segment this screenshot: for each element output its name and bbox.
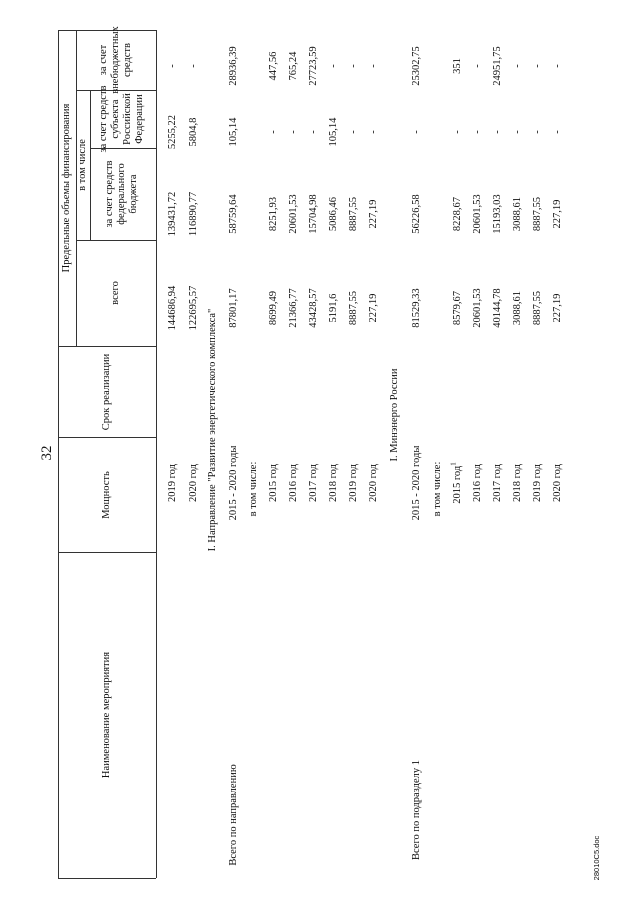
col-rule-capacity-period: [58, 437, 156, 438]
including-rule: [90, 90, 91, 240]
col-rule-total-federal: [76, 240, 156, 241]
header-bottom-rule: [156, 30, 157, 878]
col-rule-name-capacity: [58, 552, 156, 553]
rotated-document-page: 32 28010С5.doc Наименование мероприятия Мощность Срок реализации Предельные объемы финансирования всего в том числе за счет средств федерального бюджета за счет средств субъекта Российской Федерации за счет внебюджетных средств I. Направление "Развитие энергетического комплекса" I. Минэнерго России Всего по направлению Всего по подразделу 1 в том числе: в том числе: 2019 год 144686,94 139431,72 5255,22 - 2020 год 122695,57 116890,77 5804,8 - 2015 - 2020 годы 87801,17 58759,64 105,14 28936,39 2015 год 8699,49 8251,93 - 447,56 2016 год 21366,77 20601,53 - 765,24 2017 год 43428,57 15704,98 - 27723,59 2018 год 5191,6 5086,46 105,14 - 2019 год 8887,55 8887,55 - - 2020 год 227,19 227,19 - - 2015 - 2020 годы 81529,33 56226,58 - 25302,75 2015 год$^1$ 8579,67 8228,67 - 351 2016 год 20601,53 20601,53 - - 2017 год 40144,78 15193,03 - 24951,75 2018 год 3088,61 3088,61 - - 2019 год 8887,55 8887,55 - - 2020 год 227,19 227,19 - -: [39, 26, 601, 881]
table-border-left: [58, 878, 156, 879]
footnote-marker: 1: [449, 462, 458, 466]
table-border-top: [58, 30, 59, 878]
col-rule-period-funding: [58, 346, 156, 347]
